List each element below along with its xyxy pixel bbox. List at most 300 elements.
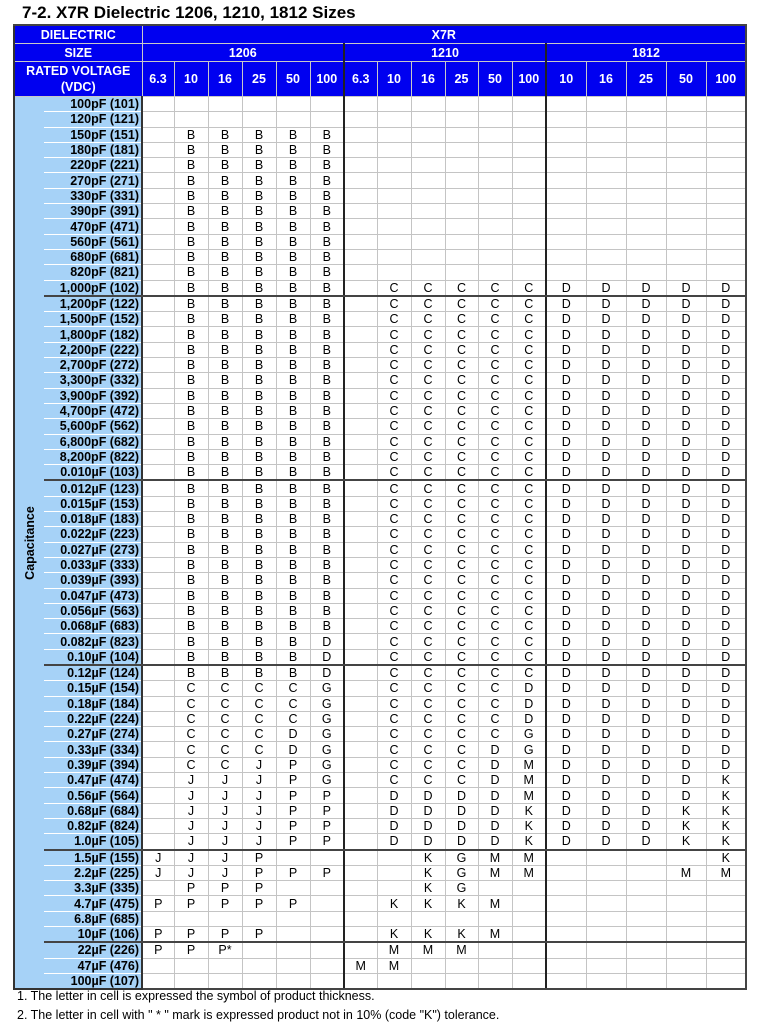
thickness-cell-1206: B (242, 312, 276, 327)
thickness-cell-1206: P (242, 850, 276, 866)
table-row (14, 834, 746, 850)
thickness-cell-1206: B (208, 204, 242, 219)
thickness-cell-1206: B (242, 219, 276, 234)
thickness-cell-1206: B (242, 158, 276, 173)
thickness-cell-1206 (276, 112, 310, 127)
table-row (14, 188, 746, 203)
thickness-cell-1210: C (512, 296, 546, 312)
thickness-cell-1812: D (706, 280, 746, 296)
thickness-cell-1210: C (377, 527, 411, 542)
thickness-cell-1210 (377, 127, 411, 142)
thickness-cell-1210 (377, 142, 411, 157)
thickness-cell-1210 (445, 958, 478, 973)
thickness-cell-1206: B (208, 142, 242, 157)
thickness-cell-1210 (411, 173, 445, 188)
thickness-cell-1812: D (586, 449, 626, 464)
thickness-cell-1210: K (445, 927, 478, 943)
thickness-cell-1206 (142, 881, 174, 896)
thickness-cell-1812: D (626, 573, 666, 588)
thickness-cell-1210: C (478, 358, 512, 373)
thickness-cell-1206: B (174, 188, 208, 203)
thickness-cell-1210: C (377, 619, 411, 634)
thickness-cell-1812 (546, 865, 586, 880)
thickness-cell-1210: C (478, 419, 512, 434)
thickness-cell-1206: B (310, 434, 344, 449)
thickness-cell-1210 (445, 142, 478, 157)
thickness-cell-1210: M (512, 865, 546, 880)
thickness-cell-1812: D (626, 465, 666, 481)
voltage-1206-6_3: 6.3 (142, 62, 174, 97)
thickness-cell-1206: B (208, 219, 242, 234)
thickness-cell-1210: C (445, 665, 478, 681)
thickness-cell-1206: B (310, 265, 344, 280)
thickness-cell-1206: B (208, 573, 242, 588)
thickness-cell-1206: C (242, 711, 276, 726)
thickness-cell-1812: D (546, 727, 586, 742)
thickness-cell-1206: B (310, 127, 344, 142)
thickness-cell-1210 (344, 911, 377, 926)
thickness-cell-1206: B (208, 603, 242, 618)
thickness-cell-1210: K (512, 818, 546, 833)
table-row (14, 573, 746, 588)
thickness-cell-1210: C (512, 665, 546, 681)
thickness-cell-1210: C (445, 696, 478, 711)
thickness-cell-1206: B (242, 573, 276, 588)
thickness-cell-1206: B (174, 403, 208, 418)
thickness-cell-1206: B (310, 173, 344, 188)
thickness-cell-1812 (626, 188, 666, 203)
thickness-cell-1812: D (586, 496, 626, 511)
thickness-cell-1210: C (512, 465, 546, 481)
thickness-cell-1206: B (276, 480, 310, 496)
thickness-cell-1210 (344, 296, 377, 312)
thickness-cell-1206: P (276, 896, 310, 911)
thickness-cell-1206: B (208, 634, 242, 649)
thickness-cell-1206: B (174, 649, 208, 665)
thickness-cell-1206: B (174, 219, 208, 234)
thickness-cell-1210 (478, 219, 512, 234)
thickness-cell-1206: B (174, 603, 208, 618)
thickness-cell-1210: C (411, 619, 445, 634)
thickness-cell-1812 (666, 896, 706, 911)
thickness-cell-1206 (208, 112, 242, 127)
thickness-cell-1210 (377, 112, 411, 127)
thickness-cell-1812: D (586, 603, 626, 618)
thickness-cell-1210: C (377, 649, 411, 665)
thickness-cell-1812: D (666, 573, 706, 588)
thickness-cell-1210 (478, 188, 512, 203)
thickness-cell-1812 (626, 942, 666, 958)
thickness-cell-1206: J (242, 773, 276, 788)
thickness-cell-1210: C (445, 358, 478, 373)
thickness-cell-1206: P (276, 818, 310, 833)
thickness-cell-1812: D (706, 388, 746, 403)
thickness-cell-1812: D (586, 327, 626, 342)
thickness-cell-1206 (142, 419, 174, 434)
thickness-cell-1812: D (666, 419, 706, 434)
thickness-cell-1210 (344, 249, 377, 264)
thickness-cell-1210: C (478, 312, 512, 327)
thickness-cell-1206: B (276, 358, 310, 373)
thickness-cell-1206 (142, 773, 174, 788)
thickness-cell-1812: D (666, 665, 706, 681)
thickness-cell-1206: B (310, 542, 344, 557)
thickness-cell-1206: B (174, 634, 208, 649)
capacitance-label: 470pF (471) (44, 219, 142, 234)
thickness-cell-1206: C (242, 742, 276, 757)
thickness-cell-1210 (478, 97, 512, 112)
thickness-cell-1210: C (478, 512, 512, 527)
table-row (14, 358, 746, 373)
thickness-cell-1206 (142, 557, 174, 572)
thickness-cell-1206 (142, 97, 174, 112)
thickness-cell-1206: B (242, 265, 276, 280)
thickness-cell-1206: B (310, 480, 344, 496)
thickness-cell-1206: B (242, 665, 276, 681)
thickness-cell-1206 (142, 649, 174, 665)
capacitance-label: 4.7µF (475) (44, 896, 142, 911)
thickness-cell-1210: C (445, 773, 478, 788)
thickness-cell-1210 (344, 219, 377, 234)
thickness-cell-1210 (344, 480, 377, 496)
thickness-cell-1206: B (174, 265, 208, 280)
thickness-cell-1812: D (666, 465, 706, 481)
thickness-cell-1206 (142, 573, 174, 588)
thickness-cell-1812 (546, 158, 586, 173)
thickness-cell-1206: P (242, 927, 276, 943)
thickness-cell-1206: B (174, 312, 208, 327)
thickness-cell-1812: D (626, 373, 666, 388)
thickness-cell-1812: D (666, 512, 706, 527)
thickness-cell-1206: D (310, 649, 344, 665)
thickness-cell-1210: G (445, 865, 478, 880)
thickness-cell-1812: D (626, 480, 666, 496)
thickness-cell-1206: C (208, 727, 242, 742)
thickness-cell-1206: B (174, 373, 208, 388)
thickness-cell-1206: B (242, 280, 276, 296)
table-row (14, 327, 746, 342)
thickness-cell-1812: D (706, 588, 746, 603)
capacitance-side-label (14, 97, 44, 990)
thickness-cell-1210: C (411, 280, 445, 296)
thickness-cell-1210: M (512, 788, 546, 803)
thickness-cell-1210 (344, 234, 377, 249)
thickness-cell-1812: D (546, 573, 586, 588)
thickness-cell-1812: D (546, 773, 586, 788)
voltage-1206-10: 10 (174, 62, 208, 97)
thickness-cell-1206: B (310, 280, 344, 296)
thickness-cell-1812 (706, 234, 746, 249)
thickness-cell-1206 (142, 142, 174, 157)
thickness-cell-1812: D (546, 557, 586, 572)
thickness-cell-1210 (478, 911, 512, 926)
thickness-cell-1210 (344, 557, 377, 572)
thickness-cell-1210 (411, 265, 445, 280)
capacitance-label: 3,900pF (392) (44, 388, 142, 403)
table-row (14, 665, 746, 681)
thickness-cell-1206: P (276, 773, 310, 788)
thickness-cell-1210 (344, 373, 377, 388)
thickness-cell-1206: C (208, 711, 242, 726)
table-row (14, 158, 746, 173)
thickness-cell-1812: D (546, 834, 586, 850)
thickness-cell-1210 (344, 727, 377, 742)
thickness-cell-1206: B (310, 296, 344, 312)
thickness-cell-1812: K (666, 818, 706, 833)
thickness-cell-1206: B (208, 388, 242, 403)
thickness-cell-1812: D (586, 358, 626, 373)
thickness-cell-1210: G (512, 742, 546, 757)
thickness-cell-1206: B (276, 465, 310, 481)
thickness-cell-1210: C (411, 527, 445, 542)
thickness-cell-1206: B (276, 496, 310, 511)
thickness-cell-1206 (142, 818, 174, 833)
thickness-cell-1812: D (626, 619, 666, 634)
thickness-cell-1210 (411, 911, 445, 926)
thickness-cell-1210 (344, 312, 377, 327)
thickness-cell-1210: C (478, 296, 512, 312)
capacitance-label: 0.82µF (824) (44, 818, 142, 833)
table-row (14, 927, 746, 943)
thickness-cell-1210: C (445, 373, 478, 388)
capacitance-label: 0.010µF (103) (44, 465, 142, 481)
thickness-cell-1812 (626, 142, 666, 157)
thickness-cell-1210 (512, 881, 546, 896)
table-row (14, 557, 746, 572)
thickness-cell-1812: D (626, 403, 666, 418)
thickness-cell-1210: C (411, 557, 445, 572)
thickness-cell-1210: C (445, 312, 478, 327)
thickness-cell-1206 (242, 112, 276, 127)
thickness-cell-1812: D (626, 342, 666, 357)
thickness-cell-1812: K (706, 834, 746, 850)
thickness-cell-1206: B (276, 296, 310, 312)
thickness-cell-1812: D (666, 358, 706, 373)
thickness-cell-1812 (666, 249, 706, 264)
thickness-cell-1206: B (242, 234, 276, 249)
thickness-cell-1206: B (208, 358, 242, 373)
thickness-cell-1206: J (208, 773, 242, 788)
thickness-cell-1210: C (478, 342, 512, 357)
thickness-cell-1206: B (310, 327, 344, 342)
thickness-cell-1206: B (242, 388, 276, 403)
thickness-cell-1206: B (276, 619, 310, 634)
thickness-cell-1812: D (546, 742, 586, 757)
thickness-cell-1210: C (512, 388, 546, 403)
thickness-cell-1812: D (626, 788, 666, 803)
thickness-cell-1206: B (276, 634, 310, 649)
thickness-cell-1206 (310, 896, 344, 911)
thickness-cell-1206: D (276, 727, 310, 742)
thickness-cell-1206: P (174, 927, 208, 943)
capacitance-label: 0.56µF (564) (44, 788, 142, 803)
thickness-cell-1210 (411, 219, 445, 234)
thickness-cell-1206: C (208, 757, 242, 772)
thickness-cell-1210: C (377, 403, 411, 418)
thickness-cell-1812 (546, 142, 586, 157)
size-label: SIZE (14, 44, 142, 62)
thickness-cell-1206: G (310, 757, 344, 772)
thickness-cell-1812 (586, 881, 626, 896)
thickness-cell-1206: B (242, 542, 276, 557)
thickness-cell-1210 (344, 788, 377, 803)
thickness-cell-1206: B (310, 419, 344, 434)
capacitance-label: 0.039µF (393) (44, 573, 142, 588)
voltage-1812-10: 10 (546, 62, 586, 97)
thickness-cell-1812 (706, 911, 746, 926)
thickness-cell-1210: C (445, 542, 478, 557)
capacitance-label: 22µF (226) (44, 942, 142, 958)
thickness-cell-1812: M (706, 865, 746, 880)
thickness-cell-1812: D (706, 542, 746, 557)
voltage-1210-50: 50 (478, 62, 512, 97)
thickness-cell-1210: C (445, 711, 478, 726)
thickness-cell-1206: B (174, 234, 208, 249)
thickness-cell-1206 (276, 97, 310, 112)
thickness-cell-1210 (512, 973, 546, 989)
table-row (14, 496, 746, 511)
thickness-cell-1210 (445, 204, 478, 219)
capacitance-label: 0.068µF (683) (44, 619, 142, 634)
thickness-cell-1206 (142, 512, 174, 527)
capacitance-label: 120pF (121) (44, 112, 142, 127)
thickness-cell-1812: D (706, 727, 746, 742)
thickness-cell-1206 (174, 97, 208, 112)
thickness-cell-1812: D (586, 634, 626, 649)
thickness-cell-1210: C (478, 373, 512, 388)
table-row (14, 280, 746, 296)
thickness-cell-1210 (377, 204, 411, 219)
thickness-cell-1812 (586, 850, 626, 866)
thickness-cell-1210 (445, 127, 478, 142)
thickness-cell-1210 (344, 834, 377, 850)
thickness-cell-1210: C (445, 588, 478, 603)
thickness-cell-1210 (411, 958, 445, 973)
thickness-cell-1210: C (445, 480, 478, 496)
thickness-cell-1812: D (546, 818, 586, 833)
thickness-cell-1206: P (276, 788, 310, 803)
thickness-cell-1206: C (174, 681, 208, 696)
table-row (14, 881, 746, 896)
thickness-cell-1206: B (242, 342, 276, 357)
thickness-cell-1210: C (445, 280, 478, 296)
thickness-cell-1206 (142, 603, 174, 618)
capacitance-label: 0.027µF (273) (44, 542, 142, 557)
thickness-cell-1812: D (586, 465, 626, 481)
thickness-cell-1812 (666, 97, 706, 112)
thickness-cell-1210: C (512, 557, 546, 572)
thickness-cell-1210: C (478, 465, 512, 481)
thickness-cell-1206 (208, 97, 242, 112)
thickness-cell-1812: D (546, 388, 586, 403)
thickness-cell-1210: K (445, 896, 478, 911)
capacitance-label: 0.12µF (124) (44, 665, 142, 681)
thickness-cell-1210: D (445, 788, 478, 803)
thickness-cell-1210 (445, 234, 478, 249)
thickness-cell-1812: D (626, 634, 666, 649)
thickness-cell-1206: B (276, 373, 310, 388)
thickness-cell-1210: C (478, 496, 512, 511)
thickness-cell-1210 (344, 603, 377, 618)
thickness-cell-1812 (586, 112, 626, 127)
capacitance-label: 6,800pF (682) (44, 434, 142, 449)
thickness-cell-1812: D (666, 296, 706, 312)
thickness-cell-1812 (626, 204, 666, 219)
thickness-cell-1812: D (706, 327, 746, 342)
thickness-cell-1812 (706, 942, 746, 958)
thickness-cell-1812: D (586, 512, 626, 527)
thickness-cell-1206 (310, 958, 344, 973)
thickness-cell-1206: B (242, 127, 276, 142)
thickness-cell-1210 (512, 927, 546, 943)
thickness-cell-1812: D (546, 327, 586, 342)
capacitance-label: 1,200pF (122) (44, 296, 142, 312)
thickness-cell-1206: P (142, 896, 174, 911)
thickness-cell-1210 (344, 818, 377, 833)
thickness-cell-1210: C (377, 327, 411, 342)
thickness-cell-1206: B (276, 557, 310, 572)
thickness-cell-1812 (586, 142, 626, 157)
thickness-cell-1812: D (666, 280, 706, 296)
thickness-cell-1812 (546, 204, 586, 219)
thickness-cell-1812 (666, 142, 706, 157)
thickness-cell-1812 (626, 158, 666, 173)
thickness-cell-1812 (706, 112, 746, 127)
thickness-cell-1210: C (377, 711, 411, 726)
thickness-cell-1812: D (666, 327, 706, 342)
thickness-cell-1812 (546, 265, 586, 280)
thickness-cell-1210: C (411, 665, 445, 681)
thickness-cell-1812: D (626, 496, 666, 511)
thickness-cell-1210: C (411, 434, 445, 449)
thickness-cell-1812: D (666, 649, 706, 665)
thickness-cell-1210 (377, 865, 411, 880)
size-1812: 1812 (546, 44, 746, 62)
thickness-cell-1812 (626, 249, 666, 264)
thickness-cell-1812 (626, 896, 666, 911)
thickness-cell-1812: D (546, 373, 586, 388)
thickness-cell-1812 (586, 942, 626, 958)
thickness-cell-1206: B (310, 188, 344, 203)
thickness-cell-1812 (546, 127, 586, 142)
thickness-cell-1206: B (276, 434, 310, 449)
table-row (14, 865, 746, 880)
thickness-cell-1812: D (546, 434, 586, 449)
thickness-cell-1206: G (310, 727, 344, 742)
thickness-cell-1210 (344, 711, 377, 726)
thickness-cell-1210: C (478, 696, 512, 711)
thickness-cell-1206: B (174, 127, 208, 142)
capacitance-label: 330pF (331) (44, 188, 142, 203)
thickness-cell-1210: C (411, 419, 445, 434)
thickness-cell-1206: B (310, 158, 344, 173)
rated-voltage-label-line2: (VDC) (60, 80, 96, 94)
capacitance-label: 0.18µF (184) (44, 696, 142, 711)
thickness-cell-1812: D (706, 465, 746, 481)
thickness-cell-1206 (142, 834, 174, 850)
thickness-cell-1206: B (310, 403, 344, 418)
thickness-cell-1206: J (208, 788, 242, 803)
thickness-cell-1812: D (706, 557, 746, 572)
thickness-cell-1206: J (174, 788, 208, 803)
thickness-cell-1210: M (344, 958, 377, 973)
thickness-cell-1812: D (626, 727, 666, 742)
thickness-cell-1210 (478, 127, 512, 142)
thickness-cell-1210: C (411, 711, 445, 726)
thickness-cell-1210 (512, 249, 546, 264)
capacitance-label: 0.47µF (474) (44, 773, 142, 788)
thickness-cell-1812: D (586, 542, 626, 557)
